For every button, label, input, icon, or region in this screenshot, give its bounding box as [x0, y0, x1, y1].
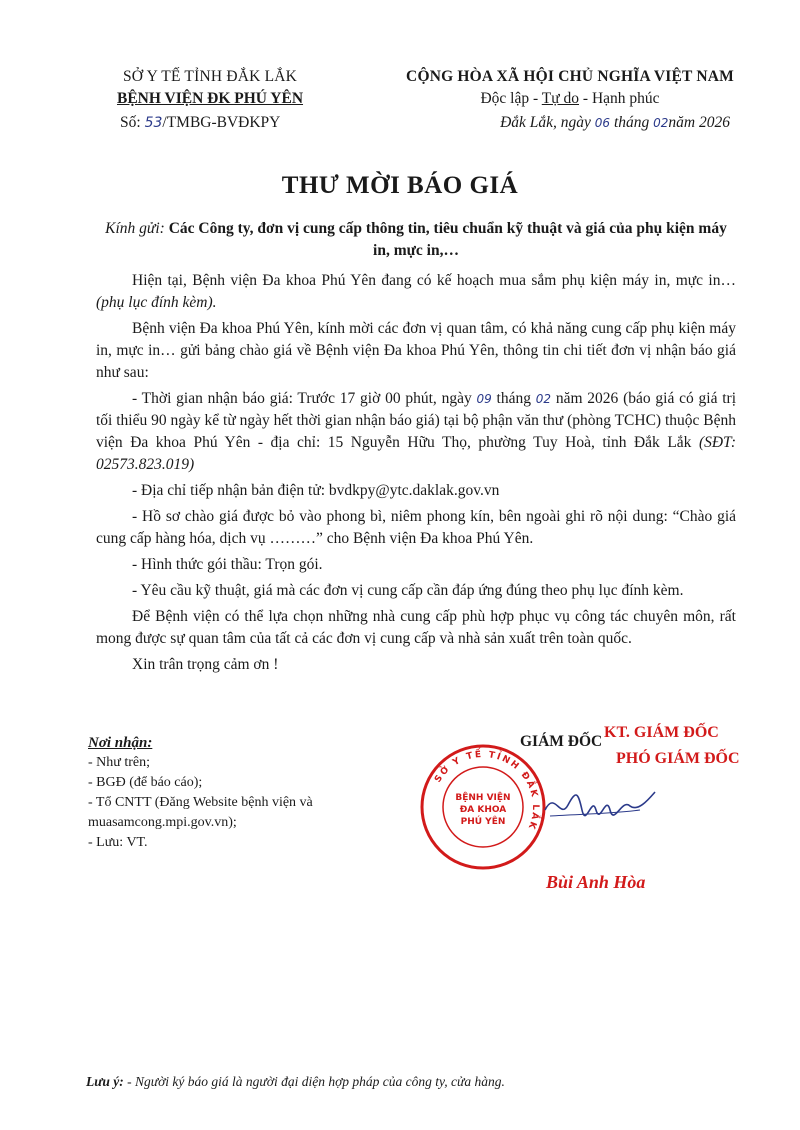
letter-body: [96, 270, 736, 680]
date-month: 02: [653, 116, 669, 130]
date-day: 06: [594, 116, 611, 130]
note-text: - Người ký báo giá là người đại diện hợp pháp của công ty, cửa hàng.: [123, 1074, 505, 1089]
paragraph-3: [96, 388, 736, 476]
signature-title: GIÁM ĐỐC: [520, 733, 603, 750]
p3-c: năm 2026 (báo giá có giá trị tối thiểu 90 ngày kể từ ngày hết thời gian nhận báo giá) tại bộ phận văn thư (phòng TCHC) thuộc Bệnh viện Đa khoa Phú Yên - địa chỉ: 15 Nguyễn Hữu Thọ, phường Tuy Hoà, tỉnh Đắk Lắk: [96, 390, 736, 451]
handwritten-signature-icon: [540, 780, 660, 830]
date-place: Đắk Lắk, ngày: [500, 114, 591, 131]
paragraph-2: Bệnh viện Đa khoa Phú Yên, kính mời các đơn vị quan tâm, có khả năng cung cấp phụ kiện máy in, mực in… gửi bảng chào giá về Bệnh viện Đa khoa Phú Yên, thông tin chi tiết đơn vị nhận báo giá như sau:: [96, 320, 736, 381]
recipients-heading: Nơi nhận:: [88, 735, 153, 751]
document-date: [360, 112, 780, 134]
seal-center-2: ĐA KHOA: [459, 805, 507, 815]
paragraph-6: - Hình thức gói thầu: Trọn gói.: [132, 556, 323, 573]
paragraph-9: Xin trân trọng cảm ơn !: [132, 656, 279, 673]
seal-ring-text: SỞ Y TẾ TỈNH ĐẮK LẮK: [433, 749, 541, 832]
addressee-text: Các Công ty, đơn vị cung cấp thông tin, tiêu chuẩn kỹ thuật và giá của phụ kiện máy in, mực in,…: [168, 220, 727, 259]
motto-sep-2: -: [579, 90, 592, 107]
header-right: [360, 66, 780, 134]
recipients: [88, 733, 408, 853]
note-label: Lưu ý:: [86, 1074, 124, 1089]
so-number: 53: [144, 115, 163, 131]
addressee: [96, 218, 736, 262]
motto-sep-1: -: [529, 90, 542, 107]
nation-name: CỘNG HÒA XÃ HỘI CHỦ NGHĨA VIỆT NAM: [406, 68, 734, 85]
p3-day: 09: [476, 392, 492, 406]
signature-pho-stamp: PHÓ GIÁM ĐỐC: [616, 750, 740, 767]
recipient-item: - Lưu: VT.: [88, 835, 148, 850]
seal-center-3: PHÚ YÊN: [460, 817, 506, 827]
header-left: [60, 66, 360, 134]
signature-kt-stamp: KT. GIÁM ĐỐC: [604, 724, 719, 741]
motto-1: Độc lập: [480, 90, 530, 107]
footer-note: [86, 1074, 726, 1090]
org-name: SỞ Y TẾ TỈNH ĐẮK LẮK: [122, 68, 298, 85]
so-label: Số:: [120, 114, 141, 131]
motto-3: Hạnh phúc: [591, 90, 660, 107]
p3-a: - Thời gian nhận báo giá: Trước 17 giờ 00 phút, ngày: [132, 390, 477, 407]
paragraph-1-text: Hiện tại, Bệnh viện Đa khoa Phú Yên đang có kế hoạch mua sắm phụ kiện máy in, mực in…: [132, 272, 736, 289]
date-month-label: tháng: [613, 114, 650, 131]
paragraph-4: - Địa chỉ tiếp nhận bản điện tử: bvdkpy@ytc.daklak.gov.vn: [132, 482, 500, 499]
paragraph-8: Để Bệnh viện có thể lựa chọn những nhà cung cấp phù hợp phục vụ công tác chuyên môn, rất mong được sự quan tâm của tất cả các đơn vị cung cấp và nhà sản xuất trên toàn quốc.: [96, 608, 736, 647]
seal-center-1: BỆNH VIỆN: [455, 793, 511, 803]
recipient-item: - Tổ CNTT (Đăng Website bệnh viện và muasamcong.mpi.gov.vn);: [88, 795, 313, 830]
document-number: [60, 112, 360, 134]
official-seal-icon: [418, 742, 548, 872]
p3-b: tháng: [491, 390, 536, 407]
recipient-item: - BGĐ (để báo cáo);: [88, 775, 203, 790]
p3-phone: (SĐT: 02573.823.019): [96, 434, 736, 473]
paragraph-7: - Yêu cầu kỹ thuật, giá mà các đơn vị cung cấp cần đáp ứng đúng theo phụ lục đính kèm.: [132, 582, 684, 599]
paragraph-1: [96, 270, 736, 314]
p3-month: 02: [535, 392, 552, 406]
so-suffix: /TMBG-BVĐKPY: [162, 114, 281, 131]
paragraph-1-italic: (phụ lục đính kèm).: [96, 294, 217, 311]
document-title: THƯ MỜI BÁO GIÁ: [281, 172, 519, 199]
unit-name-text: BỆNH VIỆN ĐK PHÚ YÊN: [116, 90, 304, 107]
motto: [360, 88, 780, 110]
motto-2: Tự do: [541, 90, 580, 107]
signer-name: Bùi Anh Hòa: [546, 872, 646, 892]
paragraph-5: - Hồ sơ chào giá được bỏ vào phong bì, niêm phong kín, bên ngoài ghi rõ nội dung: “Chào giá cung cấp hàng hóa, dịch vụ ………” cho Bệnh viện Đa khoa Phú Yên.: [96, 508, 736, 547]
recipient-item: - Như trên;: [88, 755, 151, 770]
unit-name: [60, 88, 360, 110]
date-year: năm 2026: [668, 114, 730, 131]
addressee-label: Kính gửi:: [105, 220, 165, 237]
